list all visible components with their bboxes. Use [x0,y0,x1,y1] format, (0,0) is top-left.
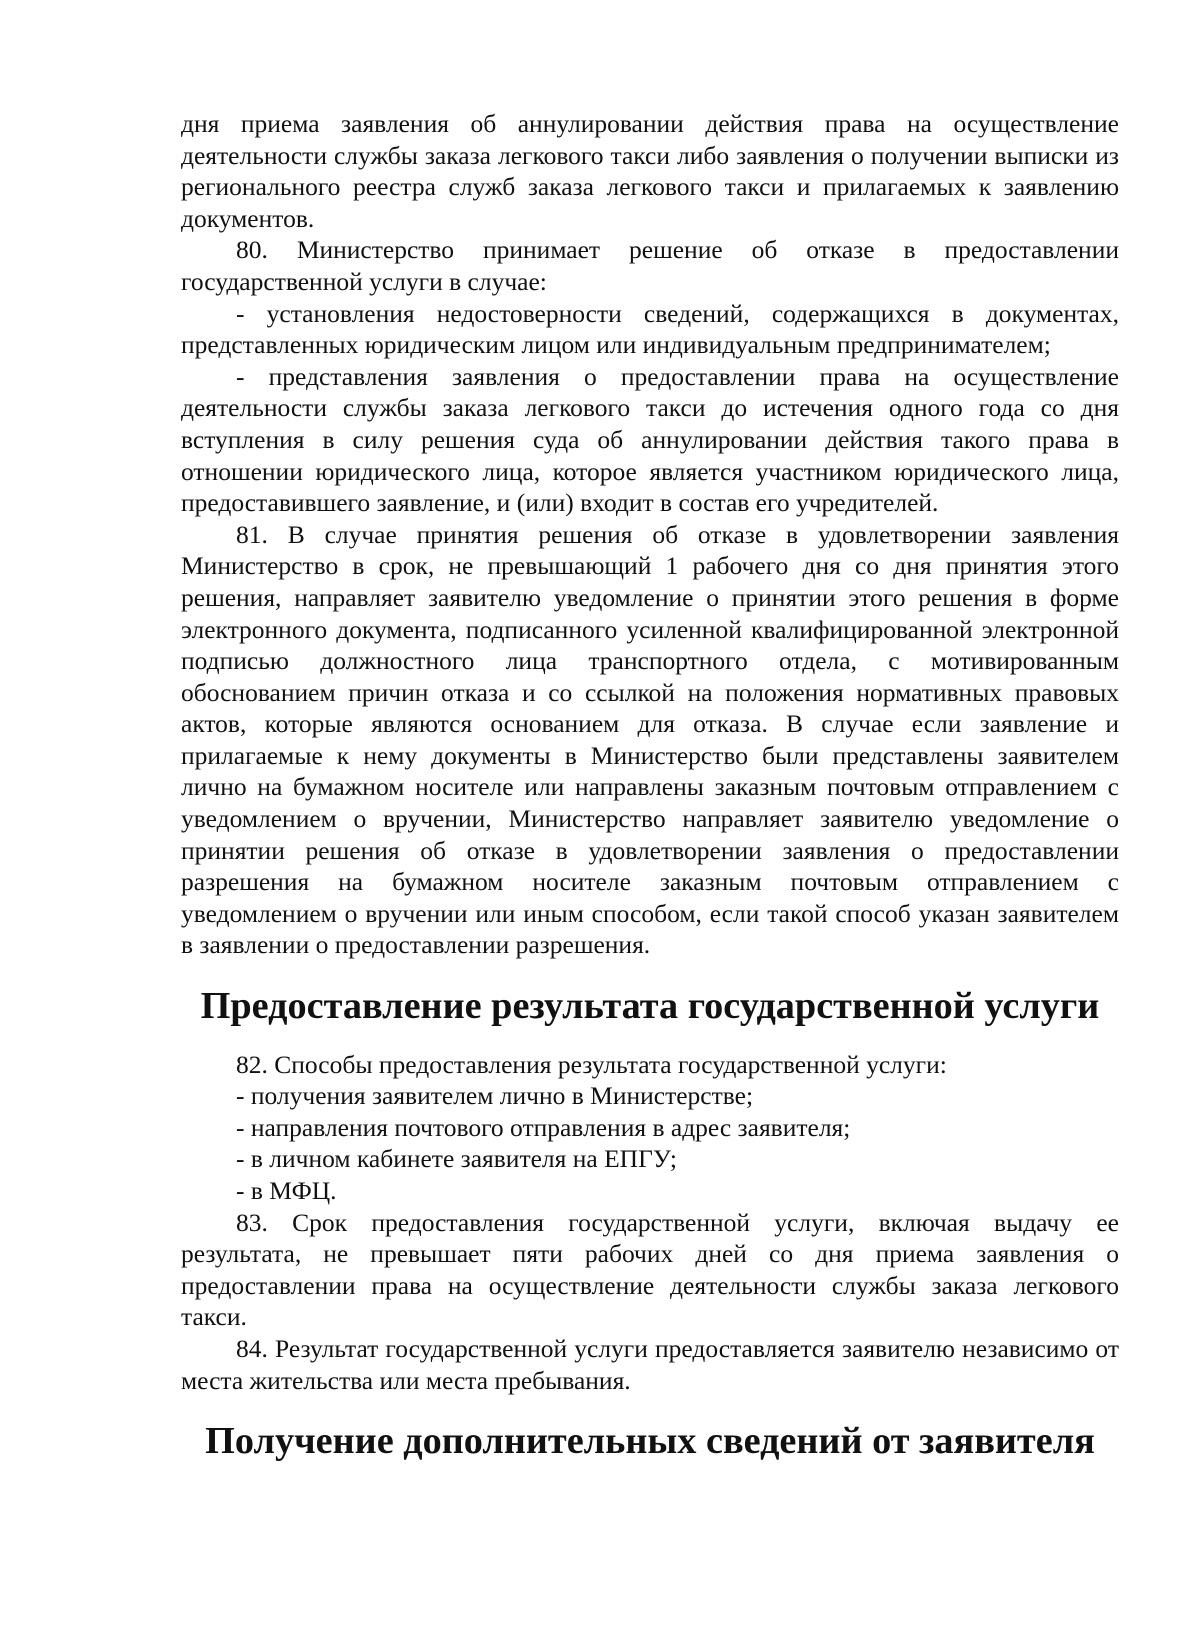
paragraph-82-item: - в МФЦ. [236,1176,337,1205]
section-82 [181,1049,1119,1207]
paragraph-80-item-2: - представления заявления о предоставлении права на осуществление деятельности службы заказа легкового такси до истечения одного года со дня вступления в силу решения суда об аннулировании действия такого права в отношении юридического лица, которое является участником юридического лица, предоставившего заявление, и (или) входит в состав его учредителей. [181,361,1119,518]
paragraph-82-item: - в личном кабинете заявителя на ЕПГУ; [236,1144,677,1174]
paragraph-84: 84. Результат государственной услуги предоставляется заявителю независимо от места жительства или места пребывания. [181,1333,1119,1395]
paragraph-intro: дня приема заявления об аннулировании действия права на осуществление деятельности службы заказа легкового такси либо заявления о получении выписки из регионального реестра служб заказа легкового такси и прилагаемых к заявлению документов. [181,109,1119,233]
paragraph-82: 82. Способы предоставления результата государственной услуги: [236,1049,947,1079]
paragraph-82-item: - направления почтового отправления в адрес заявителя; [236,1112,851,1142]
section-heading-additional-info: Получение дополнительных сведений от заявителя [205,1420,1095,1463]
paragraph-80: 80. Министерство принимает решение об отказе в предоставлении государственной услуги в случае: [181,235,1119,296]
section-heading-result: Предоставление результата государственной услуги [200,985,1100,1028]
paragraph-81: 81. В случае принятия решения об отказе в удовлетворении заявления Министерство в срок, не превышающий 1 рабочего дня со дня принятия этого решения, направляет заявителю уведомление о принятии этого решения в форме электронного документа, подписанного усиленной квалифицированной электронной подписью должностного лица транспортного отдела, с мотивированным обоснованием причин отказа и со ссылкой на положения нормативных правовых актов, которые являются основанием для отказа. В случае если заявление и прилагаемые к нему документы в Министерство были представлены заявителем лично на бумажном носителе или направлены заказным почтовым отправлением с уведомлением о вручении, Министерство направляет заявителю уведомление о принятии решения об отказе в удовлетворении заявления о предоставлении разрешения на бумажном носителе заказным почтовым отправлением с уведомлением о вручении или иным способом, если такой способ указан заявителем в заявлении о предоставлении разрешения. [181,519,1119,960]
paragraph-82-item: - получения заявителем лично в Министерстве; [236,1081,754,1111]
paragraph-83: 83. Срок предоставления государственной услуги, включая выдачу ее результата, не превышает пяти рабочих дней со дня приема заявления о предоставлении права на осуществление деятельности службы заказа легкового такси. [181,1207,1119,1332]
paragraph-80-item-1: - установления недостоверности сведений, содержащихся в документах, представленных юридическим лицом или индивидуальным предпринимателем; [181,298,1119,360]
document-page [181,108,1119,1463]
